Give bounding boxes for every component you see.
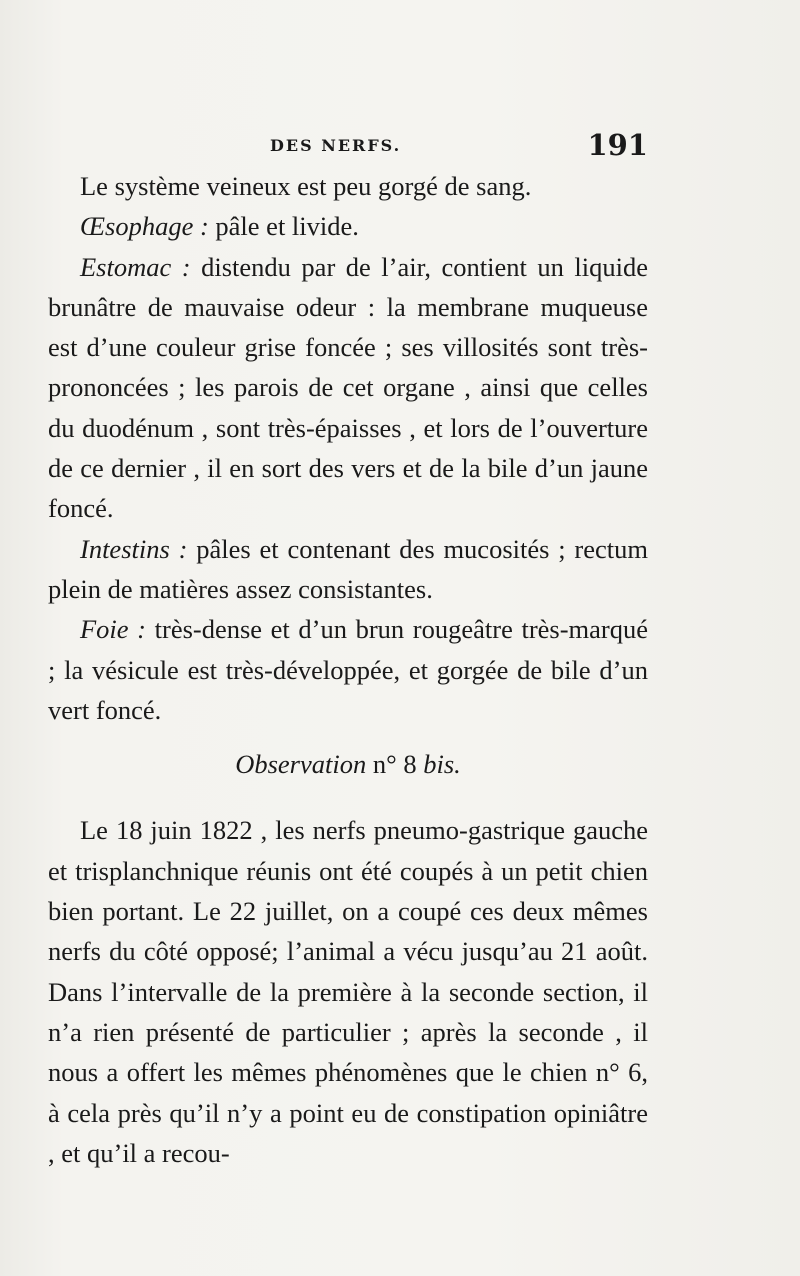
paragraph-intestines <box>48 529 648 610</box>
term-oesophage: Œsophage : <box>80 211 209 242</box>
paragraph-text: très-dense et d’un brun rougeâtre très-marqué ; la vésicule est très-développée, et gorgée de bile d’un vert foncé. <box>48 614 649 725</box>
term-foie: Foie : <box>80 614 147 645</box>
paragraph-text: distendu par de l’air, contient un liquide brunâtre de mauvaise odeur : la membrane muqueuse est d’une couleur grise foncée ; ses villosités sont très-prononcées ; les parois de cet organe , ainsi que celles du duodénum , sont très-épaisses , et lors de l’ouverture de ce dernier , il en sort des vers et de la bile d’un jaune foncé. <box>48 251 649 524</box>
page-number: 191 <box>587 128 648 162</box>
paragraph-text: pâles et contenant des mucosités ; rectum plein de matières assez consistantes. <box>48 533 649 604</box>
paragraph-text: pâle et livide. <box>208 211 359 242</box>
observation-number: n° 8 <box>366 749 424 780</box>
observation-suffix: bis. <box>423 749 461 780</box>
paragraph-stomach <box>48 247 648 529</box>
page-body <box>48 166 648 1173</box>
paragraph-esophagus <box>48 206 648 246</box>
paragraph-observation-text: Le 18 juin 1822 , les nerfs pneumo-gastrique gauche et trisplanchnique réunis ont été coupés à un petit chien bien portant. Le 22 juillet, on a coupé ces deux mêmes nerfs du côté opposé; l’animal a vécu jusqu’au 21 août. Dans l’intervalle de la première à la seconde section, il n’a rien présenté de particulier ; après la seconde , il nous a offert les mêmes phénomènes que le chien n° 6, à cela près qu’il n’y a point eu de constipation opiniâtre , et qu’il a recou- <box>48 815 648 1168</box>
observation-heading <box>48 744 648 784</box>
term-estomac: Estomac : <box>80 251 191 282</box>
running-head: DES NERFS. <box>270 136 402 155</box>
paragraph-text: Le système veineux est peu gorgé de sang. <box>80 171 532 201</box>
observation-title: Observation <box>235 749 367 780</box>
term-intestins: Intestins : <box>80 533 188 564</box>
paragraph-liver <box>48 609 648 730</box>
paragraph-venous-system <box>48 166 648 206</box>
page-header <box>48 128 648 168</box>
